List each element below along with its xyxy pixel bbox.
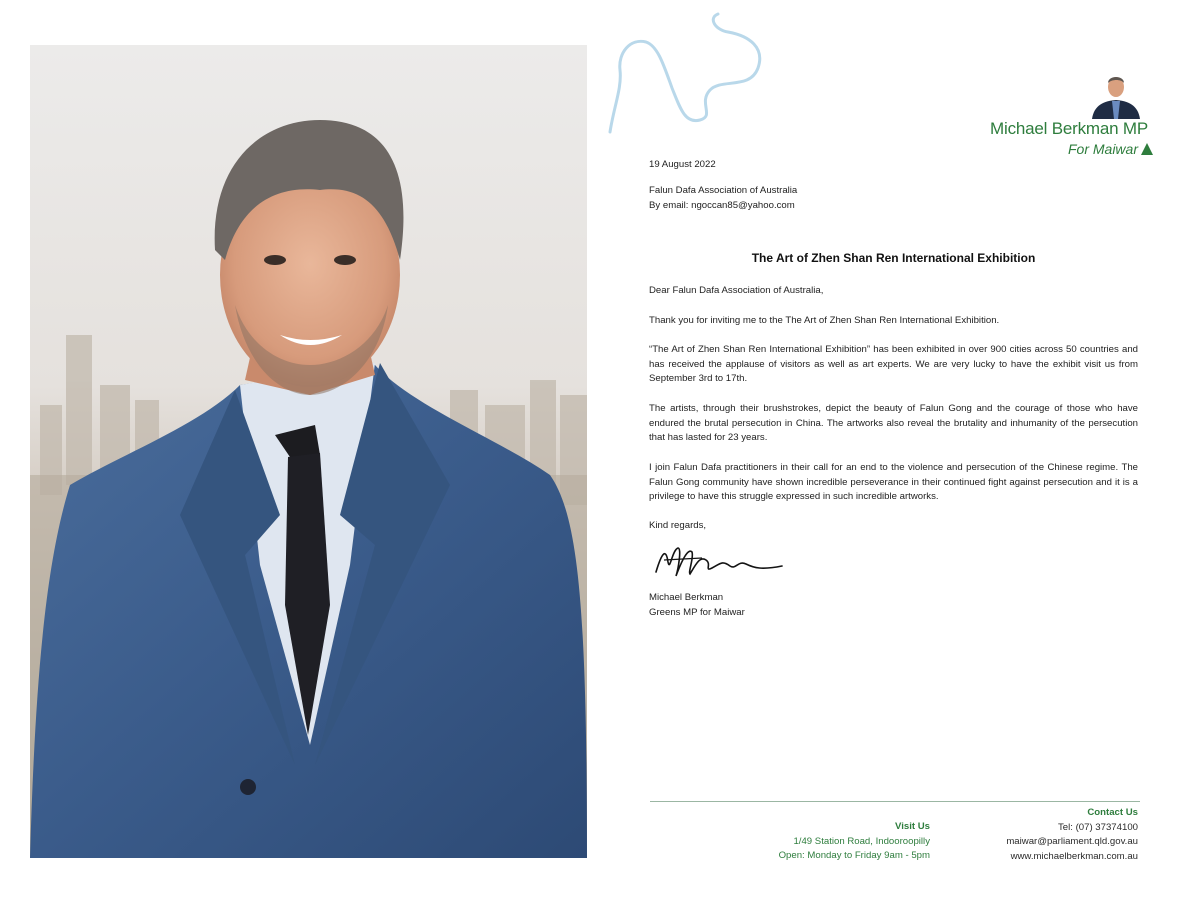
contact-heading: Contact Us (1087, 807, 1138, 818)
triangle-icon (1141, 143, 1153, 155)
contact-tel: Tel: (07) 37374100 (1057, 821, 1138, 833)
contact-website[interactable]: www.michaelberkman.com.au (1010, 850, 1138, 862)
letterhead-tagline: For Maiwar (1067, 141, 1138, 157)
letter-paragraph-1: Thank you for inviting me to the The Art of Zhen Shan Ren International Exhibition. (649, 315, 1000, 326)
letter-paragraph-2: “The Art of Zhen Shan Ren International Exhibition” has been exhibited in over 900 cities across 50 countries and has received the applause of visitors as well as art experts. We are very lucky to have the exhibit visit us from September 3rd to 17th. (649, 344, 1138, 385)
letter-closing: Kind regards, (649, 520, 707, 531)
contact-email[interactable]: maiwar@parliament.qld.gov.au (1006, 836, 1138, 848)
portrait-illustration (30, 45, 587, 858)
footer-contact (960, 806, 1138, 864)
signature-image (652, 542, 792, 582)
recipient-org: Falun Dafa Association of Australia (649, 185, 798, 196)
portrait-photo (30, 45, 587, 858)
letter-date: 19 August 2022 (649, 159, 716, 170)
visit-hours: Open: Monday to Friday 9am - 5pm (778, 850, 930, 862)
letter (600, 0, 1170, 900)
letter-paragraph-4: I join Falun Dafa practitioners in their call for an end to the violence and persecution of the Chinese regime. The Falun Gong community have shown incredible perseverance in their continued fight against persecution and it is a privilege to have this struggle expressed in such incredible artworks. (649, 462, 1138, 503)
letterhead-name: Michael Berkman MP (990, 119, 1148, 138)
river-logo (600, 8, 770, 143)
letter-title: The Art of Zhen Shan Ren International Exhibition (751, 251, 1036, 265)
signatory-block (649, 591, 1138, 620)
footer-divider (650, 801, 1140, 802)
mp-headshot (1088, 67, 1144, 119)
visit-address: 1/49 Station Road, Indooroopilly (793, 835, 930, 847)
letter-salutation: Dear Falun Dafa Association of Australia, (649, 285, 824, 296)
letter-paragraph-3: The artists, through their brushstrokes, depict the beauty of Falun Gong and the courage of those who have endured the brutal persecution in China. The artworks also reveal the brutality and inhumanity of the persecution that has lasted for 23 years. (649, 403, 1138, 444)
visit-heading: Visit Us (894, 821, 930, 832)
footer-visit (760, 820, 930, 864)
signatory-title: Greens MP for Maiwar (649, 606, 745, 618)
recipient-block (649, 184, 1138, 213)
recipient-email: By email: ngoccan85@yahoo.com (649, 199, 795, 211)
signatory-name: Michael Berkman (649, 592, 724, 603)
